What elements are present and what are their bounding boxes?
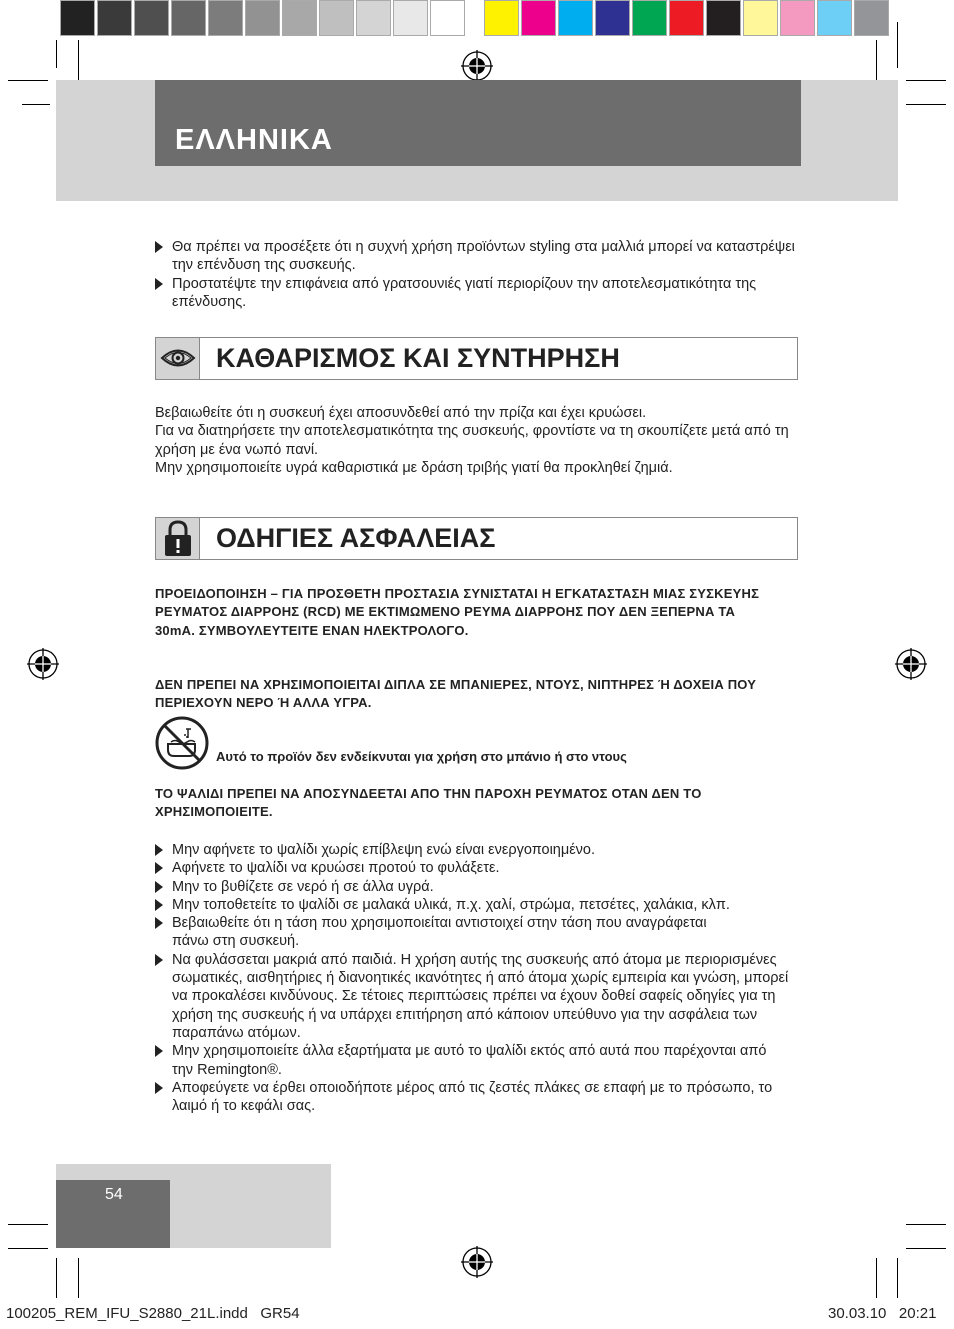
color-swatch [854, 0, 889, 36]
crop-mark [8, 80, 48, 81]
crop-mark [897, 22, 898, 68]
page-number: 54 [105, 1186, 123, 1203]
safety-section-heading [155, 517, 798, 560]
safety-bullet-list [154, 841, 804, 1115]
color-swatch [134, 0, 169, 36]
color-swatch [558, 0, 593, 36]
cleaning-paragraph: Βεβαιωθείτε ότι η συσκευή έχει αποσυνδεθεί από την πρίζα και έχει κρυώσει. Για να διατηρήσετε την αποτελεσματικότητα της συσκευής, φροντίστε να τη σκουπίζετε μετά από τη χρήση με ένα νωπό πανί. Μην χρησιμοποιείτε υγρά καθαριστικά με δράση τριβής γιατί θα προκληθεί ζημιά. [155, 405, 789, 476]
bullet-arrow-icon [155, 241, 163, 253]
crop-mark [8, 1224, 48, 1225]
list-item: Προστατέψτε την επιφάνεια από γρατσουνιές γιατί περιορίζουν την αποτελεσματικότητα της επένδυσης. [154, 275, 804, 312]
list-item: Αφήνετε το ψαλίδι να κρυώσει προτού το φυλάξετε. [154, 859, 804, 877]
section-title: ΚΑΘΑΡΙΣΜΟΣ ΚΑΙ ΣΥΝΤΗΡΗΣΗ [216, 343, 620, 373]
section-icon-box [156, 338, 200, 379]
list-item: Θα πρέπει να προσέξετε ότι η συχνή χρήση προϊόντων styling στα μαλλιά μπορεί να καταστρέψει την επένδυση της συσκευής. [154, 238, 804, 275]
intro-bullet-list [154, 238, 804, 311]
crop-mark [56, 40, 57, 68]
color-swatch [706, 0, 741, 36]
process-color-bar [484, 0, 891, 38]
list-item: Βεβαιωθείτε ότι η τάση που χρησιμοποιείται αντιστοιχεί στην τάση που αναγράφεται πάνω στη συσκευή. [154, 914, 804, 951]
section-icon-box [156, 518, 200, 559]
color-swatch [430, 0, 465, 36]
color-swatch [356, 0, 391, 36]
crop-mark [78, 1258, 79, 1298]
date-slug: 30.03.10 20:21 [828, 1305, 937, 1322]
bullet-arrow-icon [155, 1045, 163, 1057]
cleaning-section-heading [155, 337, 798, 380]
bullet-arrow-icon [155, 899, 163, 911]
eye-icon [156, 338, 200, 379]
color-swatch [319, 0, 354, 36]
bullet-arrow-icon [155, 278, 163, 290]
crop-mark [906, 1248, 946, 1249]
water-warning: ΔΕΝ ΠΡΕΠΕΙ ΝΑ ΧΡΗΣΙΜΟΠΟΙΕΙΤΑΙ ΔΙΠΛΑ ΣΕ ΜΠΑΝΙΕΡΕΣ, ΝΤΟΥΣ, ΝΙΠΤΗΡΕΣ Ή ΔΟΧΕΙΑ ΠΟΥ ΠΕΡΙΕΧΟΥΝ ΝΕΡΟ Ή ΑΛΛΑ ΥΓΡΑ. [155, 677, 757, 711]
color-swatch [171, 0, 206, 36]
crop-mark [876, 1258, 877, 1298]
no-bath-notice: Αυτό το προϊόν δεν ενδείκνυται για χρήση στο μπάνιο ή στο ντους [216, 749, 627, 764]
color-swatch [817, 0, 852, 36]
page-title: ΕΛΛΗΝΙΚΑ [175, 124, 333, 156]
crop-mark [56, 1258, 57, 1298]
unplug-warning: ΤΟ ΨΑΛΙΔΙ ΠΡΕΠΕΙ ΝΑ ΑΠΟΣΥΝΔΕΕΤΑΙ ΑΠΟ ΤΗΝ ΠΑΡΟΧΗ ΡΕΥΜΑΤΟΣ ΟΤΑΝ ΔΕΝ ΤΟ ΧΡΗΣΙΜΟΠΟΙΕΙΤΕ. [155, 786, 702, 820]
padlock-warning-icon [156, 518, 200, 559]
color-swatch [245, 0, 280, 36]
registration-mark-icon [461, 50, 493, 82]
file-slug: 100205_REM_IFU_S2880_21L.indd GR54 [6, 1305, 300, 1322]
list-item: Μην χρησιμοποιείτε άλλα εξαρτήματα με αυτό το ψαλίδι εκτός από αυτά που παρέχονται από την Remington®. [154, 1042, 804, 1079]
color-swatch [595, 0, 630, 36]
color-swatch [60, 0, 95, 36]
registration-mark-icon [27, 648, 59, 680]
crop-mark [8, 1248, 48, 1249]
section-title: ΟΔΗΓΙΕΣ ΑΣΦΑΛΕΙΑΣ [216, 523, 496, 553]
list-item: Να φυλάσσεται μακριά από παιδιά. Η χρήση αυτής της συσκευής από άτομα με περιορισμένες σωματικές, αισθητήριες ή διανοητικές ικανότητες ή από άτομα χωρίς εμπειρία και γνώση, μπορεί να προκαλέσει κινδύνους. Σε τέτοιες περιπτώσεις πρέπει να έχουν δοθεί σαφείς οδηγίες για τη χρήση της συσκευής ή να υπάρχει επιτήρηση από κάποιον υπεύθυνο για την ασφάλεια των παραπάνω ατόμων. [154, 951, 804, 1042]
rcd-warning: ΠΡΟΕΙΔΟΠΟΙΗΣΗ – ΓΙΑ ΠΡΟΣΘΕΤΗ ΠΡΟΣΤΑΣΙΑ ΣΥΝΙΣΤΑΤΑΙ Η ΕΓΚΑΤΑΣΤΑΣΗ ΜΙΑΣ ΣΥΣΚΕΥΗΣ ΡΕΥΜΑΤΟΣ ΔΙΑΡΡΟΗΣ (RCD) ΜΕ ΕΚΤΙΜΩΜΕΝΟ ΡΕΥΜΑ ΔΙΑΡΡΟΗΣ ΠΟΥ ΔΕΝ ΞΕΠΕΡΝΑ ΤΑ 30mA. ΣΥΜΒΟΥΛΕΥΤΕΙΤΕ ΕΝΑΝ ΗΛΕΚΤΡΟΛΟΓΟ. [155, 586, 760, 638]
color-swatch [743, 0, 778, 36]
list-item: Μην αφήνετε το ψαλίδι χωρίς επίβλεψη ενώ είναι ενεργοποιημένο. [154, 841, 804, 859]
crop-mark [906, 80, 946, 81]
color-swatch [669, 0, 704, 36]
color-swatch [393, 0, 428, 36]
list-item: Μην τοποθετείτε το ψαλίδι σε μαλακά υλικά, π.χ. χαλί, στρώμα, πετσέτες, χαλάκια, κλπ. [154, 896, 804, 914]
color-swatch [632, 0, 667, 36]
bullet-arrow-icon [155, 917, 163, 929]
bullet-arrow-icon [155, 1082, 163, 1094]
crop-mark [906, 104, 946, 105]
bullet-arrow-icon [155, 881, 163, 893]
color-swatch [97, 0, 132, 36]
registration-mark-icon [461, 1246, 493, 1278]
crop-mark [22, 104, 50, 105]
color-swatch [521, 0, 556, 36]
color-swatch [484, 0, 519, 36]
grayscale-color-bar [60, 0, 467, 38]
list-item: Μην το βυθίζετε σε νερό ή σε άλλα υγρά. [154, 878, 804, 896]
list-item: Αποφεύγετε να έρθει οποιοδήποτε μέρος από τις ζεστές πλάκες σε επαφή με το πρόσωπο, το λαιμό ή το κεφάλι σας. [154, 1079, 804, 1116]
color-swatch [282, 0, 317, 36]
bullet-arrow-icon [155, 862, 163, 874]
no-bath-icon [155, 716, 209, 770]
registration-mark-icon [895, 648, 927, 680]
bullet-arrow-icon [155, 954, 163, 966]
crop-mark [906, 1224, 946, 1225]
color-swatch [780, 0, 815, 36]
crop-mark [897, 1258, 898, 1298]
bullet-arrow-icon [155, 844, 163, 856]
color-swatch [208, 0, 243, 36]
